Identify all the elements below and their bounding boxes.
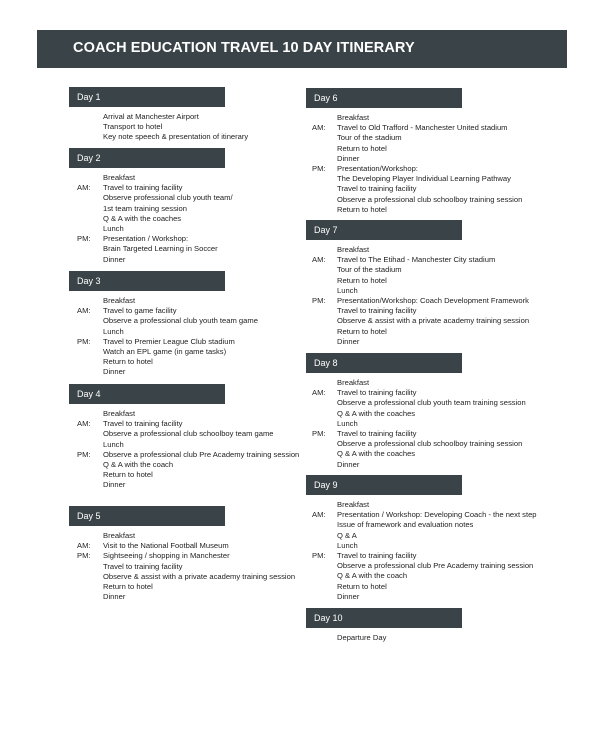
schedule-item (69, 470, 225, 480)
activity-text: Lunch (103, 223, 124, 233)
schedule-item (69, 440, 225, 450)
schedule-item (306, 520, 474, 530)
schedule-item (306, 276, 462, 286)
activity-text: Travel to The Etihad - Manchester City stadium (337, 255, 496, 265)
schedule-item (306, 500, 462, 510)
schedule-item (69, 367, 225, 377)
schedule-item (69, 214, 225, 224)
activity-text: Presentation/Workshop: (337, 163, 418, 173)
schedule-item (69, 173, 225, 183)
time-period-label: PM: (77, 336, 91, 346)
schedule-item (69, 460, 225, 470)
activity-text: Q & A with the coaches (337, 408, 416, 418)
schedule-item (69, 449, 300, 460)
time-period-label: AM: (312, 255, 326, 265)
schedule-item (306, 144, 462, 154)
activity-text: Return to hotel (103, 581, 153, 591)
schedule-item (69, 582, 225, 592)
day-8 (306, 353, 526, 470)
schedule-item (306, 541, 462, 551)
activity-text: Travel to training facility (337, 184, 417, 194)
activity-text: Return to hotel (337, 275, 387, 285)
activity-text: Observe & assist with a private academy training session (337, 316, 530, 326)
activity-text: Return to hotel (337, 326, 387, 336)
activity-text: Q & A (337, 530, 357, 540)
schedule-item (69, 531, 225, 541)
schedule-item (306, 316, 530, 326)
schedule-item (306, 337, 462, 347)
day-10 (306, 608, 462, 643)
activity-text: Watch an EPL game (in game tasks) (103, 346, 227, 356)
activity-text: Observe a professional club youth team training session (337, 398, 526, 408)
day-header: Day 1 (69, 87, 225, 107)
schedule-item (306, 439, 523, 449)
schedule-item (69, 592, 225, 602)
schedule-item (306, 286, 462, 296)
time-period-label: PM: (312, 295, 326, 305)
schedule-item (69, 234, 225, 244)
activity-text: Dinner (103, 480, 126, 490)
activity-text: Dinner (103, 592, 126, 602)
activity-text: Q & A with the coach (337, 571, 408, 581)
schedule-item (306, 398, 526, 408)
schedule-item (306, 449, 462, 459)
schedule-item (69, 541, 229, 551)
schedule-item (306, 154, 462, 164)
time-period-label: AM: (312, 123, 326, 133)
activity-text: Travel to training facility (337, 388, 417, 398)
activity-text: Q & A with the coaches (337, 449, 416, 459)
schedule-item (69, 347, 225, 357)
activity-text: Dinner (337, 459, 360, 469)
schedule-item (306, 460, 462, 470)
day-header: Day 10 (306, 608, 462, 628)
activity-text: Travel to training facility (337, 550, 417, 560)
activity-text: 1st team training session (103, 203, 187, 213)
day-schedule (69, 404, 300, 491)
page-title: COACH EDUCATION TRAVEL 10 DAY ITINERARY (73, 40, 415, 56)
activity-text: Tour of the stadium (337, 265, 402, 275)
schedule-item (69, 255, 225, 265)
day-schedule (306, 240, 530, 347)
activity-text: Dinner (337, 153, 360, 163)
day-schedule (69, 526, 296, 602)
schedule-item (69, 562, 225, 572)
schedule-item (306, 123, 508, 133)
time-period-label: PM: (312, 550, 326, 560)
day-header: Day 8 (306, 353, 462, 373)
schedule-item (69, 316, 258, 326)
time-period-label: PM: (312, 163, 326, 173)
schedule-item (69, 327, 225, 337)
activity-text: Observe a professional club Pre Academy training session (103, 449, 300, 459)
schedule-item (306, 265, 462, 275)
activity-text: Lunch (103, 439, 124, 449)
activity-text: Breakfast (103, 409, 136, 418)
schedule-item (69, 551, 230, 561)
schedule-item (306, 378, 462, 388)
day-schedule (69, 168, 233, 265)
schedule-item (306, 531, 462, 541)
day-3 (69, 271, 258, 378)
day-header: Day 6 (306, 88, 462, 108)
activity-text: Return to hotel (103, 470, 153, 480)
activity-text: Travel to Old Trafford - Manchester United stadium (337, 123, 508, 133)
schedule-item (69, 429, 274, 439)
schedule-item (69, 296, 225, 306)
schedule-item (306, 388, 462, 398)
activity-text: Sightseeing / shopping in Manchester (103, 551, 230, 561)
activity-text: Dinner (103, 367, 126, 377)
schedule-item (306, 255, 496, 265)
day-schedule (306, 495, 537, 602)
activity-text: Travel to training facility (337, 428, 417, 438)
schedule-item (69, 244, 225, 254)
day-schedule (306, 373, 526, 470)
schedule-item (69, 336, 235, 347)
schedule-item (69, 480, 225, 490)
schedule-item (306, 571, 462, 581)
activity-text: Breakfast (103, 296, 136, 305)
activity-text: Issue of framework and evaluation notes (337, 520, 474, 530)
activity-text: Travel to Premier League Club stadium (103, 336, 235, 346)
schedule-item (306, 184, 462, 194)
activity-text: Lunch (337, 285, 358, 295)
activity-text: Return to hotel (103, 357, 153, 367)
day-schedule (69, 107, 249, 143)
activity-text: Visit to the National Football Museum (103, 541, 229, 551)
day-header: Day 2 (69, 148, 225, 168)
activity-text: Observe a professional club Pre Academy training session (337, 561, 534, 571)
activity-text: Return to hotel (337, 581, 387, 591)
activity-text: Tour of the stadium (337, 133, 402, 143)
schedule-item (69, 112, 225, 122)
schedule-item (306, 327, 462, 337)
activity-text: Dinner (337, 336, 360, 346)
day-2 (69, 148, 233, 265)
activity-text: Observe professional club youth team/ (103, 193, 233, 203)
schedule-item (306, 174, 511, 184)
activity-text: Presentation / Workshop: (103, 234, 189, 244)
schedule-item (69, 419, 225, 429)
time-period-label: PM: (77, 234, 91, 244)
activity-text: Lunch (337, 418, 358, 428)
schedule-item (306, 133, 462, 143)
time-period-label: AM: (312, 388, 326, 398)
day-header: Day 3 (69, 271, 225, 291)
day-schedule (69, 291, 258, 378)
schedule-item (69, 204, 225, 214)
activity-text: Observe & assist with a private academy training session (103, 571, 296, 581)
schedule-item (306, 194, 523, 205)
activity-text: Lunch (337, 540, 358, 550)
activity-text: Breakfast (337, 378, 370, 387)
schedule-item (306, 245, 462, 255)
time-period-label: PM: (312, 428, 326, 438)
activity-text: The Developing Player Individual Learning Pathway (337, 174, 511, 184)
day-4 (69, 384, 300, 491)
activity-text: Dinner (337, 591, 360, 601)
day-header: Day 4 (69, 384, 225, 404)
schedule-item (69, 183, 225, 193)
activity-text: Brain Targeted Learning in Soccer (103, 244, 218, 254)
activity-text: Return to hotel (337, 204, 387, 214)
day-header: Day 5 (69, 506, 225, 526)
activity-text: Q & A with the coach (103, 459, 174, 469)
activity-text: Travel to training facility (103, 561, 183, 571)
activity-text: Travel to training facility (103, 183, 183, 193)
activity-text: Presentation/Workshop: Coach Development Framework (337, 295, 529, 305)
activity-text: Return to hotel (337, 143, 387, 153)
schedule-item (306, 592, 462, 602)
activity-text: Transport to hotel (103, 122, 163, 132)
schedule-item (69, 132, 249, 142)
schedule-item (306, 164, 462, 174)
activity-text: Travel to game facility (103, 306, 177, 316)
activity-text: Departure Day (337, 633, 387, 642)
schedule-item (306, 409, 462, 419)
activity-text: Breakfast (103, 531, 136, 540)
schedule-item (306, 295, 529, 306)
schedule-item (69, 306, 225, 316)
time-period-label: AM: (312, 510, 326, 520)
schedule-item (306, 561, 534, 571)
schedule-item (306, 306, 462, 316)
activity-text: Key note speech & presentation of itinerary (103, 132, 249, 142)
time-period-label: AM: (77, 306, 91, 316)
activity-text: Observe a professional club youth team game (103, 316, 258, 326)
day-schedule (306, 628, 462, 643)
schedule-item (306, 419, 462, 429)
activity-text: Breakfast (337, 113, 370, 122)
schedule-item (306, 633, 462, 643)
activity-text: Arrival at Manchester Airport (103, 112, 199, 121)
schedule-item (306, 205, 462, 215)
day-header: Day 9 (306, 475, 462, 495)
schedule-item (69, 224, 225, 234)
activity-text: Q & A with the coaches (103, 213, 182, 223)
schedule-item (69, 193, 233, 203)
time-period-label: PM: (77, 551, 91, 561)
time-period-label: AM: (77, 419, 91, 429)
schedule-item (306, 582, 462, 592)
time-period-label: AM: (77, 183, 91, 193)
activity-text: Breakfast (337, 245, 370, 254)
day-9 (306, 475, 537, 602)
activity-text: Lunch (103, 326, 124, 336)
schedule-item (306, 113, 462, 123)
day-7 (306, 220, 530, 347)
activity-text: Presentation / Workshop: Developing Coach - the next step (337, 510, 537, 520)
time-period-label: AM: (77, 541, 91, 551)
activity-text: Observe a professional club schoolboy team game (103, 429, 274, 439)
schedule-item (69, 357, 225, 367)
activity-text: Breakfast (337, 500, 370, 509)
activity-text: Breakfast (103, 173, 136, 182)
time-period-label: PM: (77, 449, 91, 459)
activity-text: Dinner (103, 254, 126, 264)
activity-text: Travel to training facility (103, 419, 183, 429)
schedule-item (69, 122, 225, 132)
day-1 (69, 87, 249, 143)
schedule-item (306, 510, 537, 520)
schedule-item (69, 409, 225, 419)
day-schedule (306, 108, 523, 215)
schedule-item (306, 429, 462, 439)
activity-text: Observe a professional club schoolboy training session (337, 439, 523, 449)
header-banner (37, 30, 567, 68)
activity-text: Observe a professional club schoolboy training session (337, 194, 523, 204)
day-header: Day 7 (306, 220, 462, 240)
day-6 (306, 88, 523, 215)
schedule-item (306, 551, 462, 561)
day-5 (69, 506, 296, 602)
schedule-item (69, 571, 296, 582)
activity-text: Travel to training facility (337, 306, 417, 316)
